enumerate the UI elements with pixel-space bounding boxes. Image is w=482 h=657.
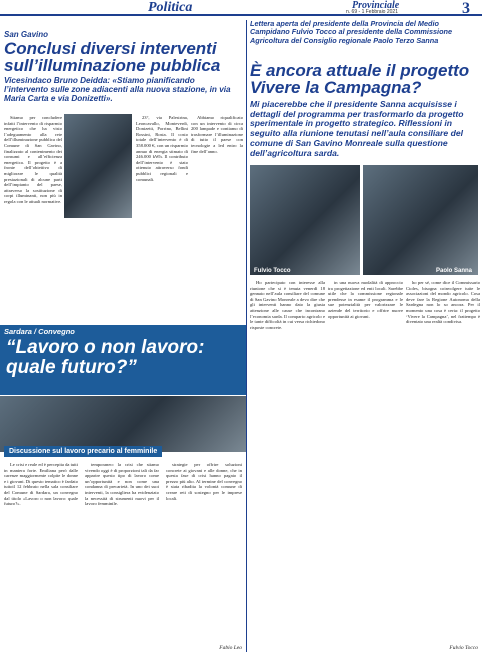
right-col-2: in una nuova modalità di approccio tra progettazione ed enti locali. Sarebbe utile che la commissione regionale prendesse in esame il programma e le sue potenzialità per valorizzare le aziende del territorio e offrire nuove opportunità ai giovani. — [328, 280, 403, 319]
left-col-3: Abbiamo riqualificato con un intervento di circa 200 lampade e contiamo di trasformare l’illuminazione di tutto il paese con tecnologie a led entro la fine dell’anno. — [191, 115, 243, 154]
convegno-col-3: strategie per offrire soluzioni concrete ai giovani e alle donne, che in questa fase di crisi hanno pagato il prezzo più alto. Al termine del convegno è stata ribadita la volontà comune di creare reti di sostegno per le imprese locali. — [166, 462, 242, 501]
convegno-title: “Lavoro o non lavoro: quale futuro?” — [6, 337, 205, 378]
left-col-1: Stiamo per concludere infatti l’intervento di risparmio energetico che ha visto l’adeguamento alla rete dell’illuminazione pubblica del Comune di San Gavino, finalizzato al contenimento dei consumi e all’efficienza energetica. Il progetto è a fronte dell’obiettivo di migliorare le qualità prestazionali di alcune parti dell’impianto del paese, attraverso la sostituzione di corpi illuminanti, non più in regola con le attuali normative. — [4, 115, 62, 204]
right-col-1: Ho partecipato con interesse alla riunione che si è tenuta venerdì 18 gennaio nell’aula consiliare del comune di San Gavino Monreale a devo dire che gli interventi hanno dato la giusta attenzione alle cause che incontrano l’economia sarda. Il comparto agricolo e le tante difficoltà in cui versa richiedono risposte concrete. — [250, 280, 325, 330]
left-kicker: San Gavino — [4, 30, 49, 39]
right-title: È ancora attuale il progetto Vivere la Campagna? — [250, 61, 470, 97]
sanna-photo — [363, 165, 478, 275]
section-title: Politica — [148, 0, 193, 15]
left-subtitle: Vicesindaco Bruno Deidda: «Stiamo pianificando l’intervento sulle zone adiacenti alla nuova stazione, in via Maria Carta e via Donizetti». — [4, 76, 231, 104]
brand-logo: Provinciale — [352, 0, 400, 11]
right-col-3: ho per sé, come dice il Commissario Cioles, bisogna coinvolgere tutte le associazioni del mondo agricolo. Cosa deve fare la Regione Autonoma della Sardegna non lo so ancora. Per il momento una cosa è certa: il progetto ‘Vivere la Campagna’, nel frattempo è diventato una realtà condivisa. — [406, 280, 480, 325]
right-signature: Fulvio Tocco — [449, 645, 478, 651]
convegno-photo-caption: Discussione sul lavoro precario al femminile — [4, 446, 162, 457]
header-rule — [0, 14, 482, 16]
deidda-photo — [64, 114, 132, 218]
issue-date: n. 69 - 1 Febbraio 2021 — [346, 9, 398, 15]
page-number: 3 — [462, 0, 470, 17]
left-title: Conclusi diversi interventi sull’illuminazione pubblica — [4, 39, 221, 75]
convegno-col-1: Le crisi e reale ed è percepita da tutti in maniera forte. Emiliana però dalle carenze maggiormente colpite le donne e i giovani. Di questo tematico è fardato tuttoil 12 febbraio nella sala consiliare del Comune di Sardara, un convegno dal titolo «Lavoro o non lavoro: quale futuro?». — [4, 462, 78, 507]
column-separator — [246, 20, 247, 652]
convegno-kicker: Sardara / Convegno — [4, 327, 75, 336]
convegno-photo — [0, 396, 246, 452]
sanna-photo-caption: Paolo Sanna — [436, 268, 473, 274]
convegno-signature: Fabio Leo — [219, 645, 242, 651]
right-intro: Lettera aperta del presidente della Provincia del Medio Campidano Fulvio Tocco al presidente della Commissione Agricoltura del Consiglio regionale Paolo Terzo Sanna — [250, 19, 453, 45]
convegno-col-2: temporaneo: la crisi che stiamo vivendo oggi è di proporzioni tali da far apparire questo tipo di lavoro come un’opportunità e non come una condanna di precarietà. In uno dei suoi interventi, la consigliera ha evidenziato la necessità di strumenti nuovi per il lavoro femminile. — [85, 462, 159, 507]
left-col-2: 23°, via Palestrina, Leoncavallo, Monteverdi, Donizetti, Porrino, Bellini Rossini, Rosta. Il costo totale dell’intervento è di 358.000 €, con un risparmio annuo di energia stimato di 246.000 kWh. Il contributo dell’intervento è stato ottenuto attraverso fondi pubblici regionali e comunali. — [136, 115, 188, 182]
right-subtitle: Mi piacerebbe che il presidente Sanna acquisisse i dettagli del programma per trasformarlo da progetto sperimentale in progetto strategico. Riflessioni in seguito alla riunione tenutasi nell’aula consiliare del comune di San Gavino Monreale sulla questione dell’agricoltura sarda. — [250, 99, 464, 158]
tocco-photo — [250, 165, 360, 275]
tocco-photo-caption: Fulvio Tocco — [254, 268, 291, 274]
